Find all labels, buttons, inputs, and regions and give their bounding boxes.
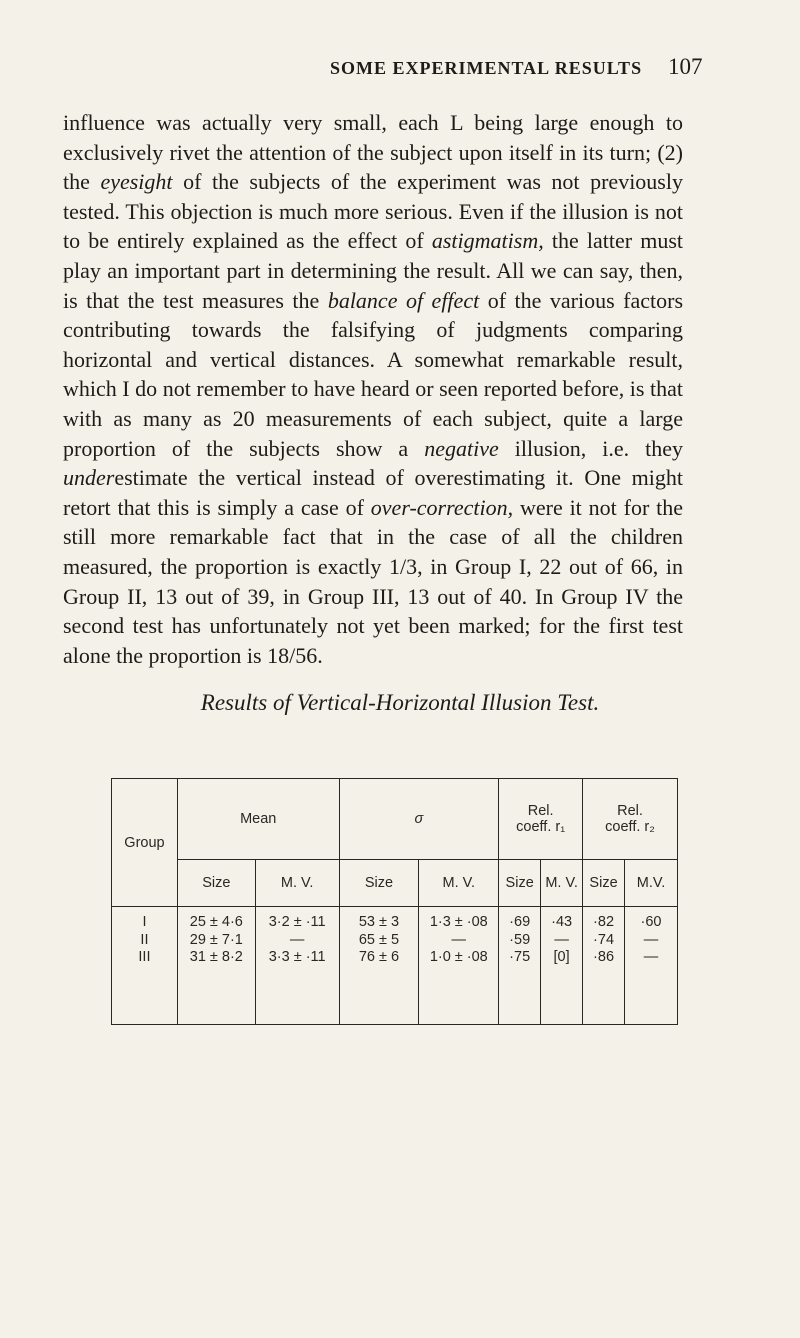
header-rel-label: Rel.: [617, 803, 643, 819]
table-data-row: [112, 907, 678, 1025]
mean-mv-column: [255, 907, 339, 1025]
table-cell: 53 ± 3: [358, 914, 400, 930]
table-cell: ·86: [593, 949, 615, 965]
emphasis-balance-of-effect: balance of effect: [327, 287, 480, 313]
r1-size-column: [499, 907, 541, 1025]
table-cell: ·75: [509, 949, 531, 965]
group-column: [112, 907, 178, 1025]
emphasis-over-correction: over-correction,: [370, 494, 514, 520]
table-cell: ·59: [509, 931, 531, 948]
table-cell: 31 ± 8·2: [189, 949, 243, 965]
group-label: I: [142, 914, 147, 930]
emphasis-astigmatism: astigmatism,: [431, 228, 544, 254]
table-cell: —: [643, 931, 659, 948]
table-cell: 25 ± 4·6: [189, 914, 243, 930]
results-table: [111, 778, 678, 1025]
r1-mv-column: [541, 907, 583, 1025]
text-segment: estimate the vertical instead of overestimating it. One might retort that this is simply a case of: [63, 465, 683, 520]
table-cell: ·43: [551, 914, 573, 930]
table-cell: 1·3 ± ·08: [429, 914, 488, 930]
table-cell: —: [289, 931, 305, 948]
text-segment: , in Group I, 22 out of 66, in Group II, 13 out of 39, in Group III, 13 out of 40. In Group IV the second test has unfortunately not yet been marked; for the first test alone the proportion is: [63, 553, 683, 668]
text-segment: of the various factors contributing towards the falsifying of judgments comparing horizontal and vertical distances. A somewhat remarkable result, which I do not remember to have heard or seen reported before, is that with as many as 20 measurements of each subject, quite a large proportion of the subjects show a: [63, 287, 684, 461]
header-rel-coeff-r1: [499, 779, 583, 860]
table-cell: 1·0 ± ·08: [429, 949, 488, 965]
header-rel-coeff-r2: [583, 779, 678, 860]
emphasis-eyesight: eyesight: [100, 169, 173, 195]
subheader-r2-size: Size: [583, 860, 625, 907]
table-cell: —: [643, 949, 659, 965]
sigma-size-column: [339, 907, 419, 1025]
subheader-mean-mv: M. V.: [255, 860, 339, 907]
table-cell: ·74: [593, 931, 615, 948]
table-cell: [0]: [553, 949, 570, 965]
text-segment: of the subjects of the experiment was not previously tested. This objection is much more serious. Even if the illusion is not to be entirely explained as the effect of: [63, 169, 683, 254]
subheader-r2-mv: M.V.: [625, 860, 678, 907]
r2-mv-column: [625, 907, 678, 1025]
subheader-r1-mv: M. V.: [541, 860, 583, 907]
fraction-18-56: 18/56: [267, 642, 318, 668]
text-segment: were it not for the still more remarkable fact that in the case of all the children measured, the proportion is exactly: [63, 494, 684, 579]
mean-size-column: [177, 907, 255, 1025]
subheader-sigma-mv: M. V.: [419, 860, 499, 907]
emphasis-under: under: [63, 465, 115, 491]
table-caption: Results of Vertical-Horizontal Illusion Test.: [200, 690, 600, 715]
header-coeff-label: coeff. r₁: [516, 819, 566, 835]
emphasis-negative: negative: [424, 435, 499, 461]
header-rel-label: Rel.: [527, 803, 554, 819]
header-coeff-label: coeff. r₂: [605, 819, 655, 835]
text-segment: .: [317, 642, 323, 668]
header-sigma: σ: [339, 779, 499, 860]
header-group: Group: [112, 779, 178, 907]
r2-size-column: [583, 907, 625, 1025]
group-label: II: [140, 931, 149, 948]
table-cell: ·82: [593, 914, 615, 930]
table-cell: 3·2 ± ·11: [268, 914, 326, 930]
table-cell: 76 ± 6: [358, 949, 400, 965]
header-mean: Mean: [177, 779, 339, 860]
table-cell: ·60: [640, 914, 662, 930]
table-cell: 3·3 ± ·11: [268, 949, 326, 965]
text-segment: influence was actually very small, each L being large enough to exclusively rivet the attention of the subject upon itself in its turn; (2) the: [63, 110, 683, 195]
sigma-mv-column: [419, 907, 499, 1025]
subheader-r1-size: Size: [499, 860, 541, 907]
text-segment: illusion, i.e. they: [498, 435, 684, 461]
text-segment: the latter must play an important part in determining the result. All we can say, then, is that the test measures the: [63, 228, 683, 313]
subheader-mean-size: Size: [177, 860, 255, 907]
table-cell: 29 ± 7·1: [189, 931, 243, 948]
fraction-one-third: 1/3: [388, 553, 418, 579]
table-cell: —: [451, 931, 467, 948]
page-number: 107: [668, 54, 703, 79]
subheader-sigma-size: Size: [339, 860, 419, 907]
body-paragraph: [63, 108, 683, 670]
group-label: III: [138, 949, 151, 965]
table-cell: 65 ± 5: [358, 931, 400, 948]
running-head: SOME EXPERIMENTAL RESULTS: [330, 58, 643, 78]
table-cell: ·69: [509, 914, 531, 930]
table-cell: —: [554, 931, 569, 948]
